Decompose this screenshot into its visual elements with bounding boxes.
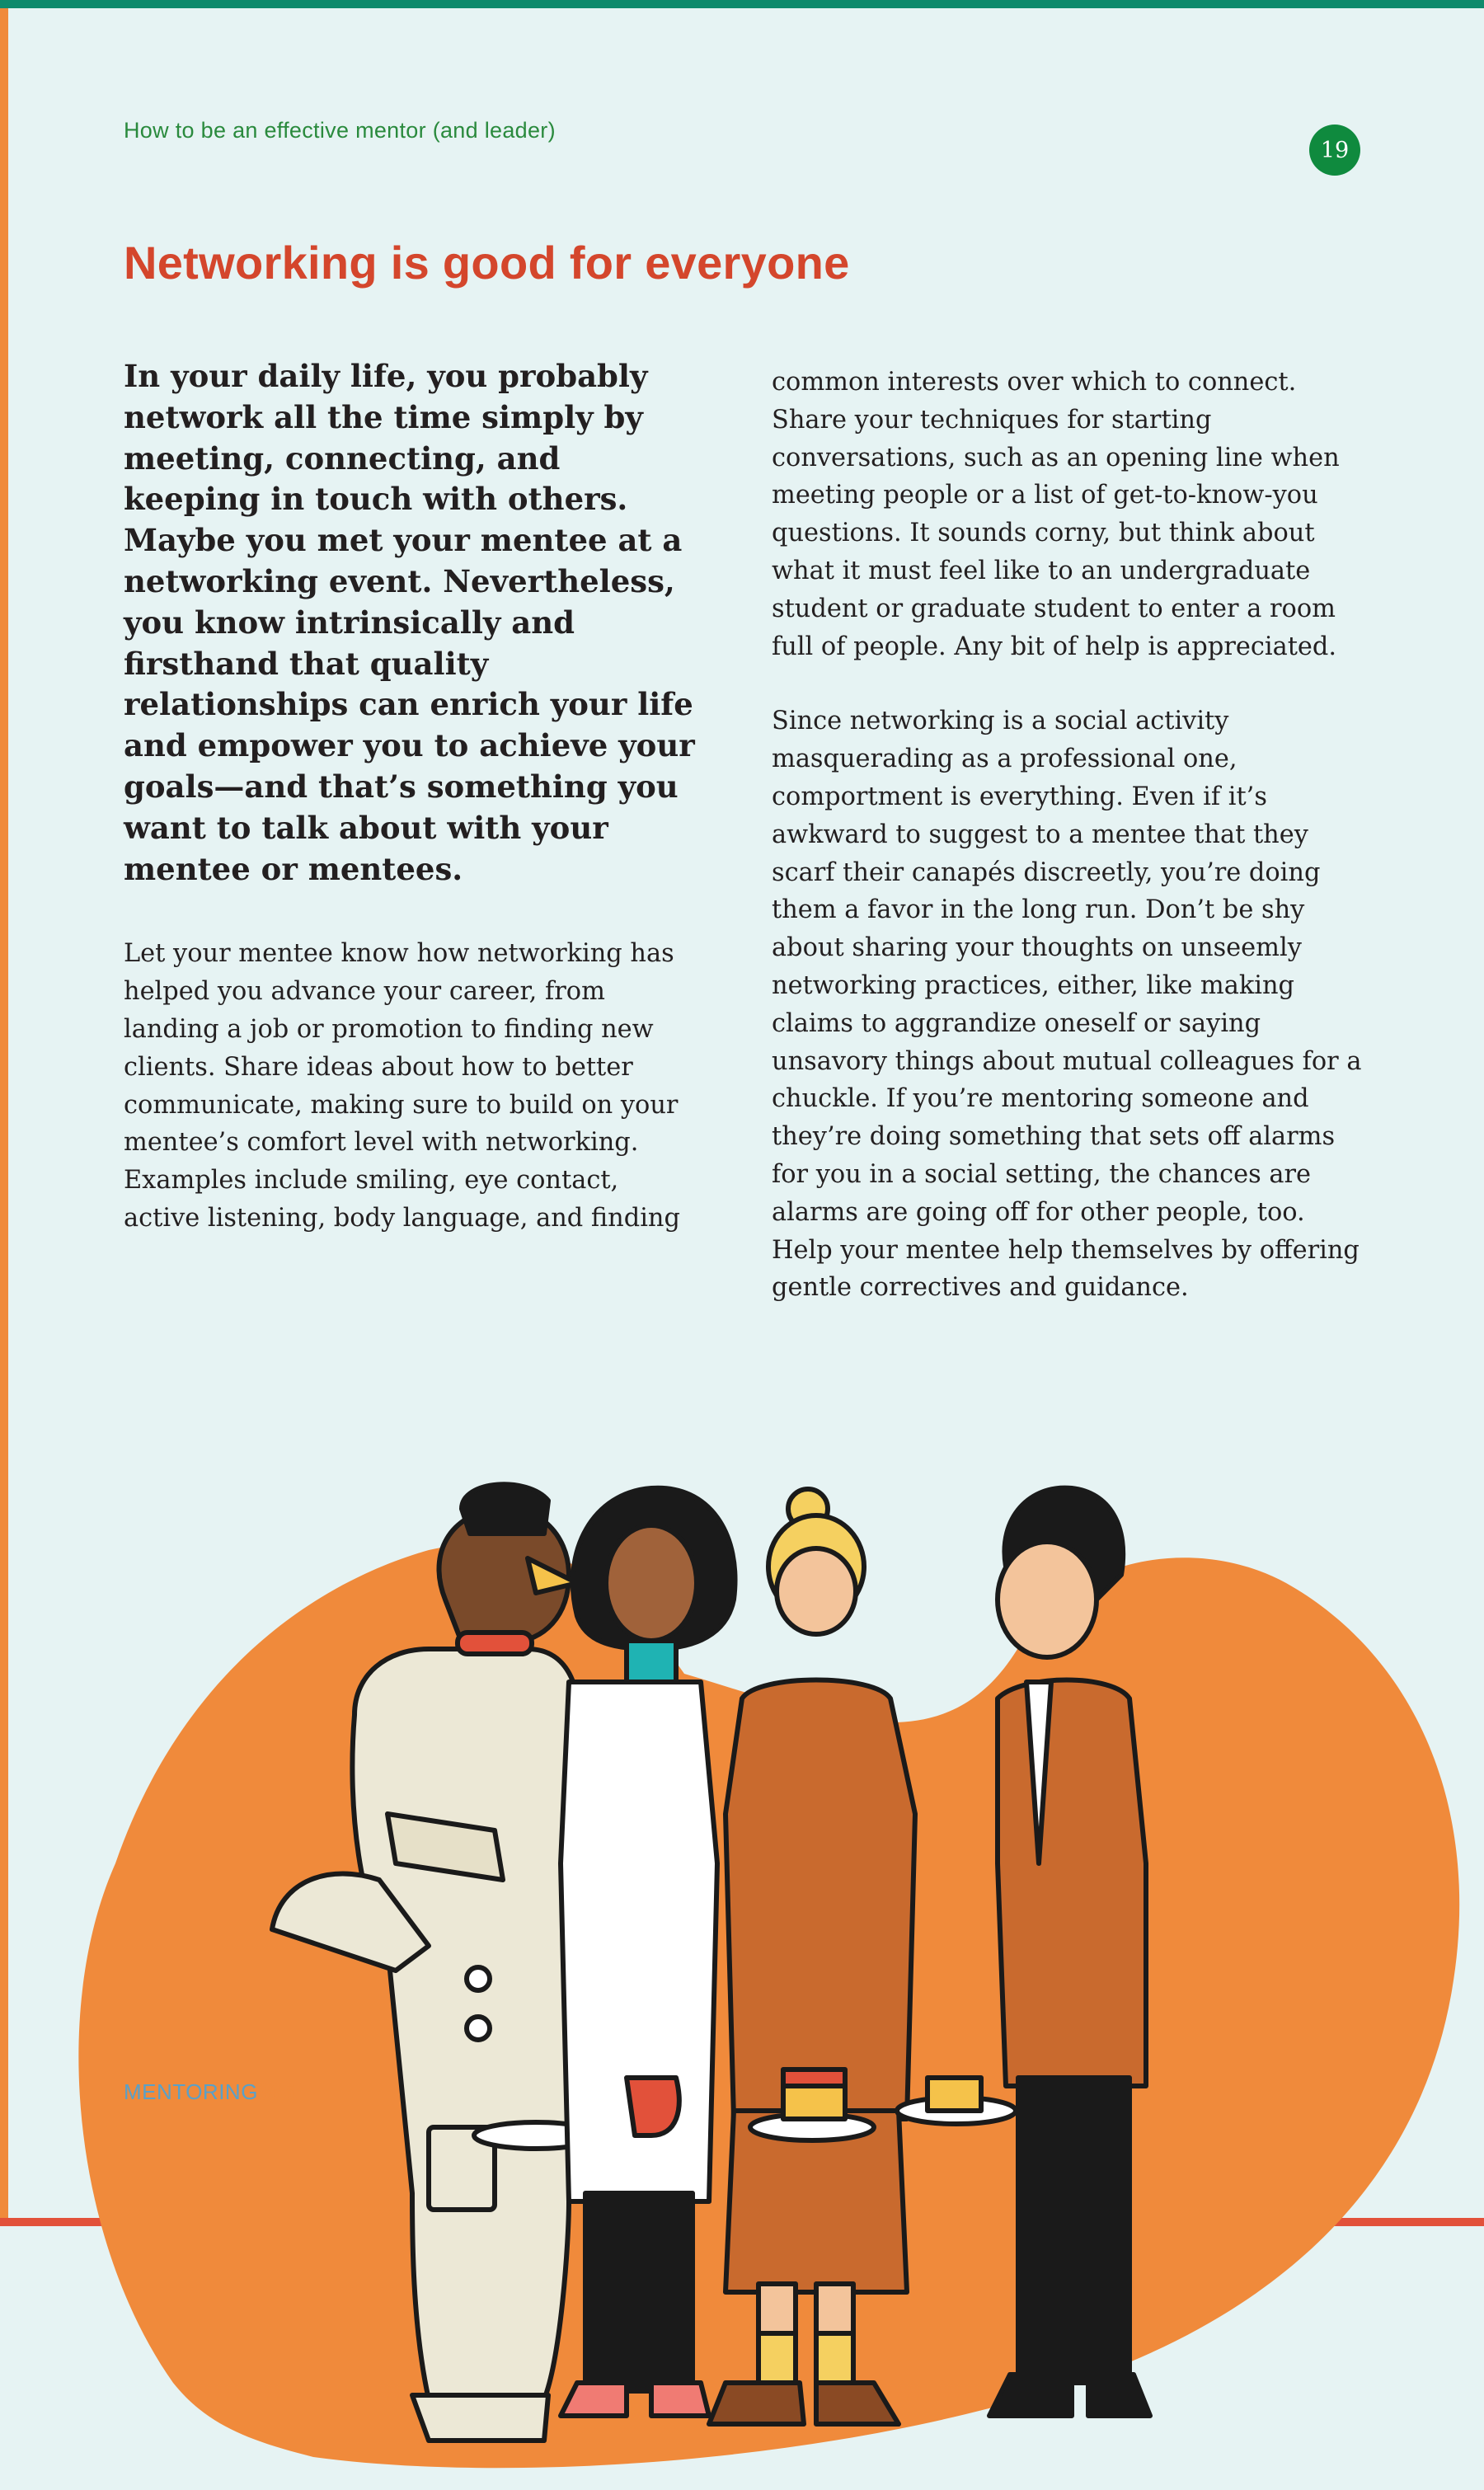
running-head: How to be an effective mentor (and leader) <box>124 118 556 143</box>
mentoring365-logo <box>124 2079 295 2105</box>
body-paragraph-2: Since networking is a social activity masquerading as a professional one, comportment is everything. Even if it’s awkward to suggest to a mentee that they scarf their canapés discreetly, you’re doing them a favor in the long run. Don’t be shy about sharing your thoughts on unseemly networking practices, either, like making claims to aggrandize oneself or saying unsavory things about mutual colleagues for a chuckle. If you’re mentoring someone and they’re doing something that sets off alarms for you in a social setting, the chances are alarms are going off for other people, too. Help your mentee help themselves by offering gentle correctives and guidance. <box>772 707 1362 1303</box>
left-column <box>124 356 701 1238</box>
logo-text: MENTORING <box>124 2079 258 2104</box>
page-number-badge: 19 <box>1309 124 1360 176</box>
logo-number: 365 <box>257 2079 295 2104</box>
lead-paragraph: In your daily life, you probably network all the time simply by meeting, connecting, and keeping in touch with others. Maybe you met your mentee at a networking event. Nevertheless, you know intrinsically and firsthand that quality relationships can enrich your life and empower you to achieve your goals—and that’s something you want to talk about with your mentee or mentees. <box>124 358 695 887</box>
woman-with-cake-figure <box>709 1489 915 2424</box>
networking-illustration <box>0 1286 1484 2490</box>
right-column <box>772 364 1365 1307</box>
body-paragraph-1-continued: common interests over which to connect. Share your techniques for starting conversations, such as an opening line when meeting people or a list of get-to-know-you questions. It sounds corny, but think about what it must feel like to an undergraduate student or graduate student to enter a room full of people. Any bit of help is appreciated. <box>772 368 1340 661</box>
page-title: Networking is good for everyone <box>124 237 850 289</box>
body-paragraph-1-start: Let your mentee know how networking has helped you advance your career, from landing a job or promotion to finding new clients. Share ideas about how to better communicate, making sure to build on your mentee’s comfort level with networking. Examples include smiling, eye contact, active listening, body language, and finding <box>124 939 680 1233</box>
top-border <box>0 0 1484 8</box>
